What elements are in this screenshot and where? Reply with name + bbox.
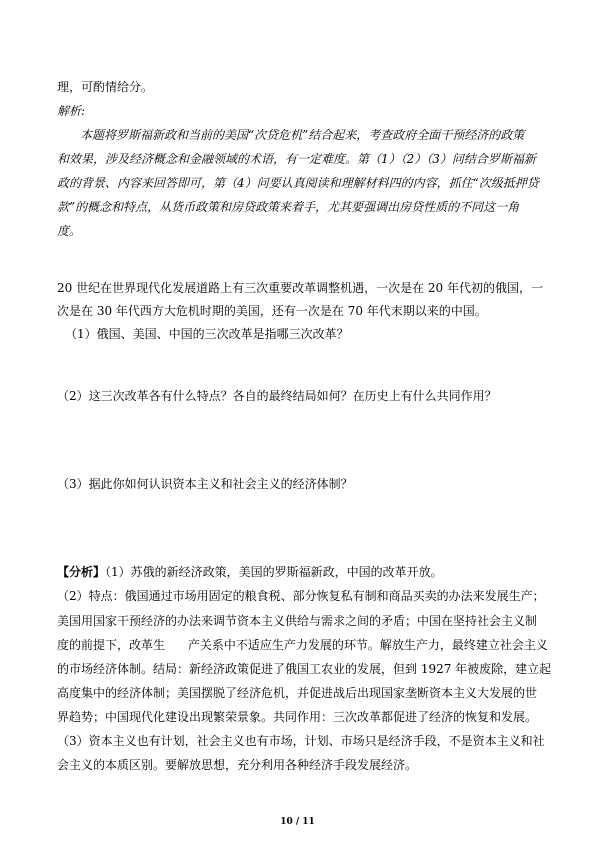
answer-line: 美国用国家干预经济的办法来调节资本主义供给与需求之间的矛盾；中国在坚持社会主义制 (57, 614, 538, 628)
explanation-line: 款”的概念和特点，从货币政策和房贷政策来着手，尤其要强调出房贷性质的不同这一角 (57, 200, 520, 214)
answer-line: 会主义的本质区别。要解放思想，充分利用各种经济手段发展经济。 (57, 758, 418, 772)
answer-first-line (57, 565, 443, 579)
question-2: （2）这三次改革各有什么特点？各自的最终结局如何？在历史上有什么共同作用？ (57, 389, 497, 403)
answer-line: （2）特点：俄国通过市场用固定的粮食税、部分恢复私有制和商品买卖的办法来发展生产； (57, 589, 545, 603)
top-line: 理，可酌情给分。 (57, 80, 154, 94)
answer-line: 的市场经济体制。结局：新经济政策促进了俄国工农业的发展，但到 1927 年被废除，建立起 (57, 662, 552, 676)
explanation-line: 度。 (57, 224, 82, 238)
answer-line: （3）资本主义也有计划，社会主义也有市场，计划、市场只是经济手段，不是资本主义和社 (57, 734, 545, 748)
explanation-line: 和效果，涉及经济概念和金融领域的术语，有一定难度。第（1）（2）（3）问结合罗斯福新 (57, 152, 536, 166)
page-number: 10 / 11 (280, 817, 315, 827)
explanation-line: 政的背景、内容来回答即可，第（4）问要认真阅读和理解材料四的内容，抓住“次级抵押贷 (57, 176, 539, 190)
explanation-label: 解析: (57, 104, 86, 118)
question-intro: 20 世纪在世界现代化发展道路上有三次重要改革调整机遇，一次是在 20 年代初的俄国，一 (57, 281, 543, 295)
answer-line: 界趋势；中国现代化建设出现繁荣景象。共同作用：三次改革都促进了经济的恢复和发展。 (57, 710, 538, 724)
explanation-line: 本题将罗斯福新政和当前的美国“次贷危机”结合起来，考查政府全面干预经济的政策 (80, 128, 525, 142)
answer-line: 度的前提下，改革生 产关系中不适应生产力发展的环节。解放生产力，最终建立社会主义 (57, 638, 548, 652)
answer-label: 【分析】 (57, 565, 106, 579)
answer-part-1: （1）苏俄的新经济政策，美国的罗斯福新政，中国的改革开放。 (105, 565, 443, 579)
question-3: （3）据此你如何认识资本主义和社会主义的经济体制？ (57, 477, 353, 491)
answer-line: 高度集中的经济体制；美国摆脱了经济危机，并促进战后出现国家垄断资本主义大发展的世 (57, 686, 538, 700)
question-intro: 次是在 30 年代西方大危机时期的美国，还有一次是在 70 年代末期以来的中国。 (57, 304, 487, 318)
question-1: （1）俄国、美国、中国的三次改革是指哪三次改革？ (65, 327, 349, 341)
